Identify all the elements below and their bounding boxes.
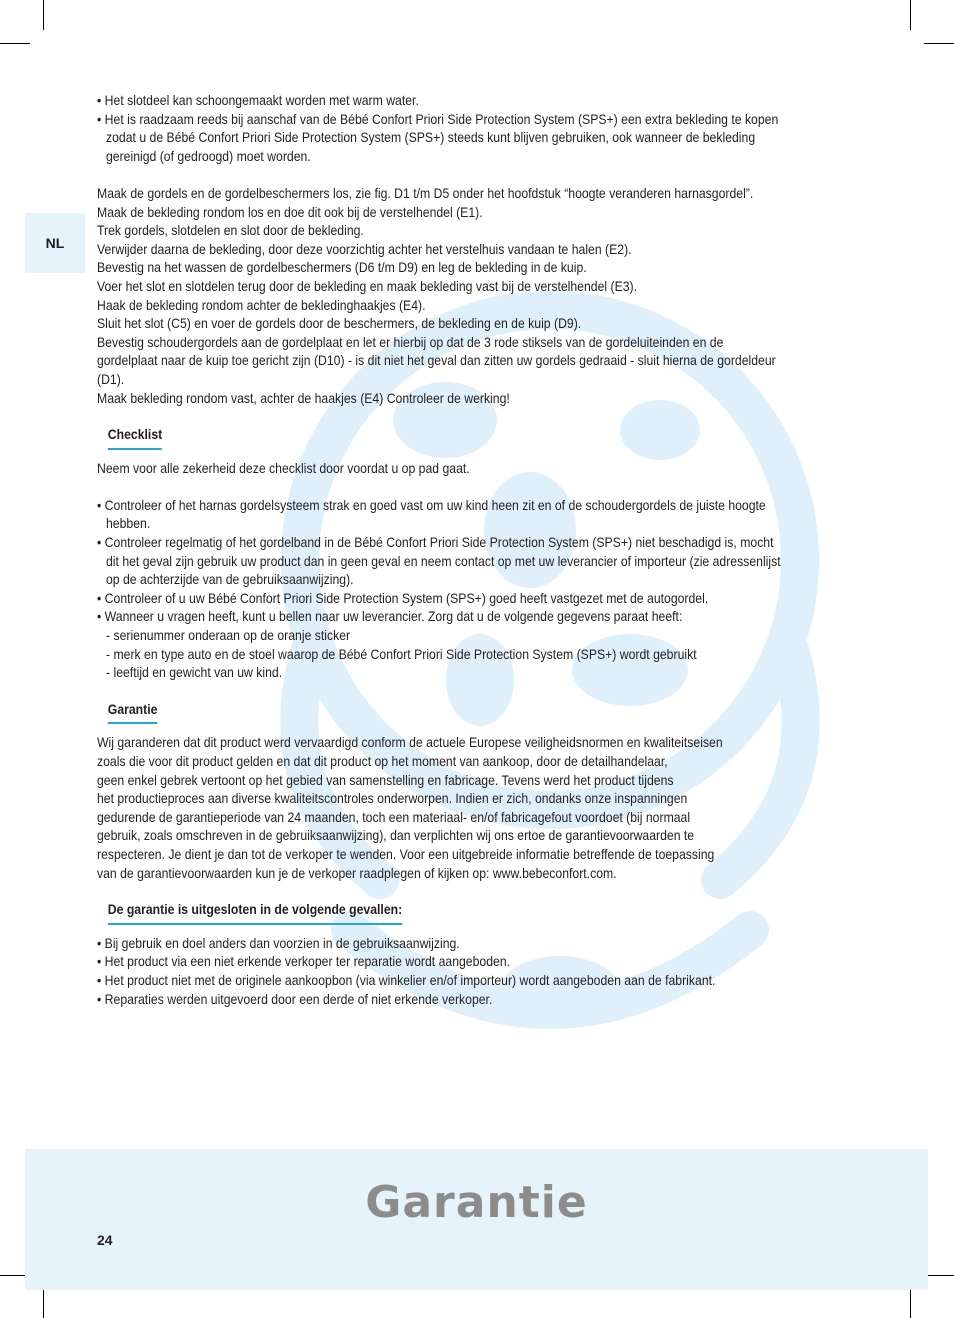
list-item: • Het is raadzaam reeds bij aanschaf van de Bébé Confort Priori Side Protection System (SPS+) een extra bekleding te kopen zodat u de Bébé Confort Priori Side Protection System (SPS+) steeds kunt blijven gebruiken, ook wanneer de bekleding gereinigd (of gedroogd) moet worden. <box>97 111 779 164</box>
crop-mark <box>43 1288 44 1318</box>
paragraph: Bevestig na het wassen de gordelbeschermers (D6 t/m D9) en leg de bekleding in de kuip. <box>97 260 587 276</box>
paragraph: Haak de bekleding rondom achter de bekledinghaakjes (E4). <box>97 297 426 313</box>
list-item: • Bij gebruik en doel anders dan voorzien in de gebruiksaanwijzing. <box>97 935 460 951</box>
sub-list-item: - leeftijd en gewicht van uw kind. <box>106 665 283 681</box>
list-item: • Het slotdeel kan schoongemaakt worden met warm water. <box>97 93 419 108</box>
paragraph: Maak de bekleding rondom los en doe dit ook bij de verstelhendel (E1). <box>97 204 483 220</box>
paragraph-line: Wij garanderen dat dit product werd vervaardigd conform de actuele Europese veiligheidsnormen en kwaliteitseisen <box>97 735 723 751</box>
list-item: • Controleer of u uw Bébé Confort Priori Side Protection System (SPS+) goed heeft vastgezet met de autogordel. <box>97 590 709 606</box>
paragraph: Maak de gordels en de gordelbeschermers los, zie fig. D1 t/m D5 onder het hoofdstuk “hoogte veranderen harnasgordel”. <box>97 185 754 201</box>
sub-list-item: - serienummer onderaan op de oranje sticker <box>106 628 351 644</box>
paragraph: Neem voor alle zekerheid deze checklist door voordat u op pad gaat. <box>97 460 470 476</box>
list-item: • Controleer of het harnas gordelsysteem strak en goed vast om uw kind heen zit en of de schoudergordels de juiste hoogte hebben. <box>97 497 766 532</box>
list-item: • Het product niet met de originele aankoopbon (via winkelier en/of importeur) wordt aangeboden aan de fabrikant. <box>97 972 716 988</box>
language-label: NL <box>45 235 65 251</box>
sub-list-item: - merk en type auto en de stoel waarop de Bébé Confort Priori Side Protection System (SPS+) wordt gebruikt <box>106 646 697 662</box>
paragraph: Maak bekleding rondom vast, achter de haakjes (E4) Controleer de werking! <box>97 390 510 406</box>
footer-band <box>25 1149 928 1290</box>
crop-mark <box>924 1275 954 1276</box>
list-item: • Reparaties werden uitgevoerd door een derde of niet erkende verkoper. <box>97 991 493 1007</box>
paragraph-line: geen enkel gebrek vertoont op het gebied van samenstelling en fabricage. Tevens werd het product tijdens <box>97 772 674 788</box>
paragraph: Trek gordels, slotdelen en slot door de bekleding. <box>97 223 364 239</box>
paragraph-line: zoals die voor dit product gelden en dat dit product op het moment van aankoop, door de detailhandelaar, <box>97 754 668 769</box>
paragraph-line: van de garantievoorwaarden kun je de verkoper raadplegen of kijken op: www.bebeconfort.com. <box>97 865 617 881</box>
crop-mark <box>924 43 954 44</box>
crop-mark <box>910 1288 911 1318</box>
section-heading-guarantee: Garantie <box>108 701 158 725</box>
paragraph-line: respecteren. Je dient je dan tot de verkoper te wenden. Voor een uitgebreide informatie betreffende de toepassing <box>97 846 715 862</box>
paragraph-line: het productieproces aan diverse kwaliteitscontroles onderworpen. Indien er zich, ondanks onze inspanningen <box>97 791 688 807</box>
paragraph: Sluit het slot (C5) en voer de gordels door de beschermers, de bekleding en de kuip (D9). <box>97 316 582 332</box>
paragraph: Voer het slot en slotdelen terug door de bekleding en maak bekleding vast bij de verstelhendel (E3). <box>97 278 638 294</box>
crop-mark <box>43 0 44 30</box>
page-number: 24 <box>97 1232 113 1248</box>
language-tab <box>25 213 85 273</box>
list-item: • Wanneer u vragen heeft, kunt u bellen naar uw leverancier. Zorg dat u de volgende gegevens paraat heeft: <box>97 609 683 625</box>
paragraph: Verwijder daarna de bekleding, door deze voorzichtig achter het verstelhuis vandaan te halen (E2). <box>97 241 632 257</box>
paragraph-line: gedurende de garantieperiode van 24 maanden, toch een materiaal- en/of fabricagefout voordoet (bij normaal <box>97 809 691 825</box>
paragraph-line: gebruik, zoals omschreven in de gebruiksaanwijzing), dan verplichten wij ons ertoe de garantievoorwaarden te <box>97 828 695 844</box>
list-item: • Controleer regelmatig of het gordelband in de Bébé Confort Priori Side Protection System (SPS+) niet beschadigd is, mocht dit het geval zijn gebruik uw product dan in geen geval en neem contact op met uw leverancier of importeur (zie adressenlijst op de achterzijde van de gebruiksaanwijzing). <box>97 535 781 588</box>
section-heading-checklist: Checklist <box>108 426 162 450</box>
list-item: • Het product via een niet erkende verkoper ter reparatie wordt aangeboden. <box>97 954 511 970</box>
section-heading-exclusions: De garantie is uitgesloten in de volgende gevallen: <box>108 901 402 925</box>
footer-title: Garantie <box>365 1177 588 1228</box>
crop-mark <box>910 0 911 30</box>
crop-mark <box>0 43 30 44</box>
page-content <box>97 92 781 1009</box>
paragraph: Bevestig schoudergordels aan de gordelplaat en let er hierbij op dat de 3 rode stiksels van de gordeluiteinden en de gordelplaat naar de kuip toe gericht zijn (D10) - is dit niet het geval dan zitten uw gordels gedraaid - sluit hierna de gordeldeur (D1). <box>97 334 776 387</box>
